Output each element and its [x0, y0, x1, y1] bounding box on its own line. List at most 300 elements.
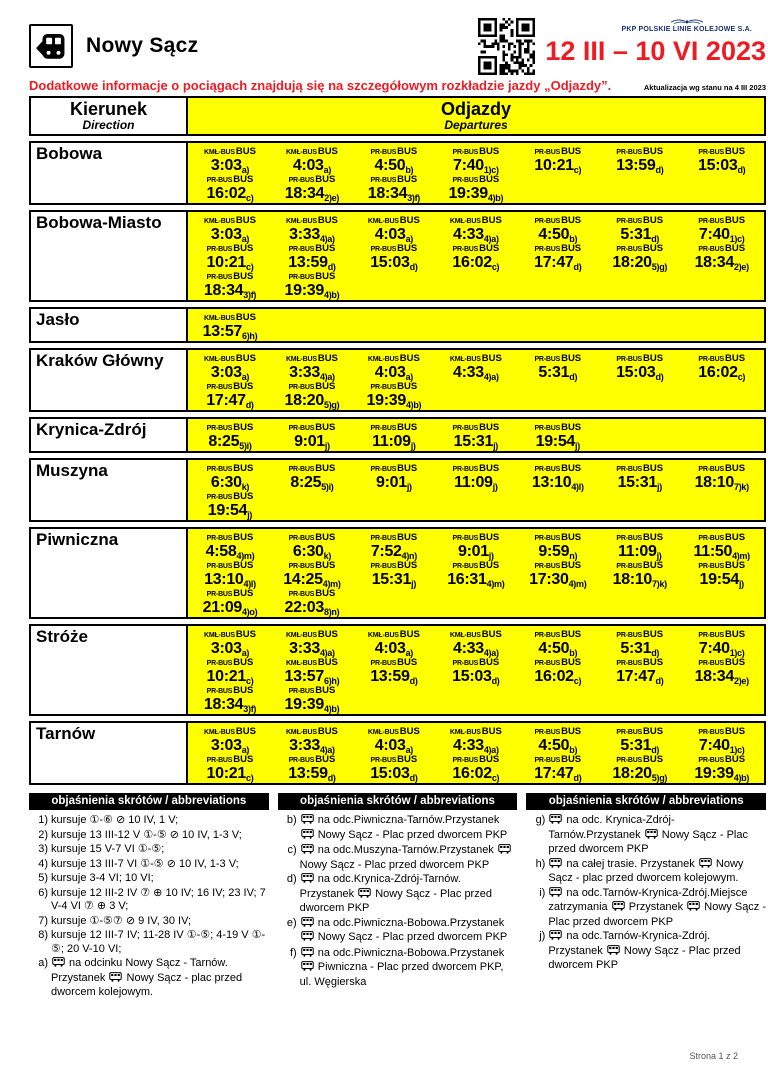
departure-entry	[271, 655, 353, 686]
footnote-ref: d)	[737, 165, 746, 175]
carrier-line	[353, 380, 435, 392]
carrier-line	[435, 753, 517, 765]
departure-time: 18:343)f)	[367, 185, 420, 203]
footnote-ref: j)	[406, 482, 412, 492]
carrier-line	[599, 753, 681, 765]
carrier-line	[353, 753, 435, 765]
carrier-label: KMŁ-BUS	[285, 729, 317, 736]
bus-tag: BUS	[481, 353, 502, 364]
carrier-label: PR-BUS	[698, 218, 724, 225]
departure-time: 9:01j)	[457, 543, 494, 561]
carrier-line	[353, 214, 435, 226]
legend-item-text: kursuje 15 V-7 VI ①-⑤;	[51, 843, 165, 855]
departure-entry	[353, 627, 435, 658]
departure-entry	[599, 351, 681, 382]
departure-time: 7:524)n)	[370, 543, 417, 561]
legend-header: objaśnienia skrótów / abbreviations	[278, 793, 518, 810]
footnote-ref: j)	[575, 441, 580, 451]
departure-entry	[271, 627, 353, 658]
footnote-ref: 4)b)	[405, 400, 422, 410]
legend-item-text: na odc.Piwniczna-Tarnów.Przystanek Nowy Sącz - Plac przed dworcem PKP	[300, 814, 518, 843]
departure-entry	[681, 724, 763, 755]
footnote-ref: 3)f)	[407, 193, 420, 203]
carrier-label: PR-BUS	[370, 757, 397, 764]
footnote-ref: a)	[323, 165, 332, 175]
departure-time: 5:31d)	[538, 364, 578, 382]
legend-item-label: j)	[539, 930, 546, 942]
departure-time: 5:31d)	[620, 640, 660, 658]
legend-item-text: na odc.Krynica-Zdrój-Tarnów. Przystanek Nowy Sącz - Plac przed dworcem PKP	[299, 873, 492, 914]
footnote-ref: d)	[245, 400, 254, 410]
departure-time: 15:31j)	[453, 433, 498, 451]
bus-tag: BUS	[643, 146, 664, 157]
carrier-line	[435, 725, 517, 737]
legend-items	[526, 810, 766, 973]
station-block	[29, 24, 198, 68]
legend-item-label: d)	[286, 873, 297, 885]
carrier-line	[681, 656, 763, 668]
bus-tag: BUS	[235, 629, 256, 640]
departure-entry	[189, 627, 271, 658]
carrier-line	[271, 462, 353, 474]
carrier-label: PR-BUS	[452, 563, 479, 570]
departure-time: 3:03a)	[210, 226, 250, 244]
departure-entry	[517, 655, 599, 686]
carrier-label: PR-BUS	[698, 246, 724, 253]
kierunek-label: Kierunek	[69, 99, 148, 119]
table-row	[29, 624, 766, 716]
footnote-ref: a)	[241, 234, 250, 244]
carrier-label: KMŁ-BUS	[285, 632, 317, 639]
footnote-ref: 5)i)	[239, 441, 252, 451]
departure-time: 4:03a)	[374, 737, 413, 755]
bus-tag: BUS	[233, 271, 254, 282]
departure-entry	[435, 172, 517, 203]
departure-time: 4:334)a)	[453, 226, 499, 244]
footnote-ref: c)	[245, 193, 254, 203]
carrier-line	[271, 145, 353, 157]
bus-icon	[301, 947, 314, 962]
footnote-ref: a)	[405, 745, 413, 755]
departure-time: 17:47d)	[534, 765, 582, 783]
bus-tag: BUS	[317, 215, 338, 226]
departure-time: 16:02c)	[698, 364, 746, 382]
departure-time: 3:334)a)	[289, 226, 335, 244]
footnote-ref: d)	[655, 676, 664, 686]
footnote-ref: j)	[656, 551, 662, 561]
footnote-ref: a)	[405, 648, 413, 658]
legend-item-label: 1)	[38, 814, 48, 826]
carrier-line	[435, 656, 517, 668]
footnote-ref: a)	[241, 165, 250, 175]
departure-entry	[189, 586, 271, 617]
footnote-ref: b)	[569, 648, 578, 658]
departure-time: 15:31j)	[371, 571, 417, 589]
legend-item	[528, 887, 766, 930]
departure-time: 16:02c)	[206, 185, 254, 203]
direction-name: Bobowa	[31, 143, 188, 203]
carrier-line	[435, 145, 517, 157]
bus-tag: BUS	[315, 754, 336, 765]
carrier-line	[599, 352, 681, 364]
bus-tag: BUS	[397, 532, 418, 543]
departure-entry	[353, 172, 435, 203]
odjazdy-label: Odjazdy	[440, 99, 511, 119]
carrier-line	[599, 242, 681, 254]
carrier-line	[189, 753, 271, 765]
legend-item	[31, 957, 269, 1000]
carrier-line	[271, 753, 353, 765]
departure-entry	[271, 420, 353, 451]
departure-time: 17:47d)	[206, 392, 254, 410]
notice-text: Dodatkowe informacje o pociągach znajdują się na szczegółowym rozkładzie jazdy „Odjazdy”.	[29, 78, 612, 93]
footnote-ref: d)	[327, 262, 336, 272]
departure-entry	[353, 241, 435, 272]
carrier-label: PR-BUS	[206, 425, 233, 432]
footnote-ref: j)	[411, 579, 417, 589]
departure-entry	[353, 144, 435, 175]
bus-tag: BUS	[724, 243, 746, 254]
bus-icon	[301, 917, 314, 932]
departure-entry	[271, 724, 353, 755]
carrier-label: PR-BUS	[616, 535, 643, 542]
departure-time: 15:03d)	[452, 668, 500, 686]
bus-tag: BUS	[479, 243, 500, 254]
carrier-label: KMŁ-BUS	[367, 632, 399, 639]
legend-item-label: 8)	[38, 929, 48, 941]
bus-tag: BUS	[399, 215, 420, 226]
departure-entry	[189, 379, 271, 410]
carrier-label: PR-BUS	[534, 149, 561, 156]
footnote-ref: 4)m)	[322, 579, 341, 589]
bus-tag: BUS	[643, 754, 664, 765]
bus-tag: BUS	[724, 657, 746, 668]
legend-item-text: kursuje 13 III-12 V ①-⑤ ⊘ 10 IV, 1-3 V;	[51, 828, 242, 841]
bus-tag: BUS	[724, 560, 746, 571]
departure-time: 15:03d)	[370, 254, 418, 272]
carrier-line	[681, 462, 763, 474]
departure-time: 9:59n)	[538, 543, 578, 561]
departure-time: 17:47d)	[534, 254, 582, 272]
bus-icon	[52, 957, 65, 972]
carrier-line	[353, 531, 435, 543]
departure-entry	[517, 241, 599, 272]
carrier-label: PR-BUS	[616, 729, 643, 736]
operator-name: PKP POLSKIE LINIE KOLEJOWE S.A.	[621, 26, 752, 33]
departure-time: 16:314)m)	[447, 571, 505, 589]
table-row	[29, 141, 766, 205]
carrier-line	[599, 145, 681, 157]
departure-time: 7:401)c)	[698, 640, 745, 658]
legend-item	[31, 887, 269, 914]
footnote-ref: k)	[241, 482, 250, 492]
departure-time: 18:342)e)	[694, 668, 749, 686]
bus-tag: BUS	[561, 146, 582, 157]
carrier-line	[435, 173, 517, 185]
carrier-label: PR-BUS	[206, 274, 233, 281]
legend	[29, 793, 766, 1001]
departure-entry	[599, 724, 681, 755]
carrier-label: PR-BUS	[288, 246, 315, 253]
departures-cell	[188, 143, 764, 203]
footnote-ref: d)	[409, 773, 418, 783]
departure-entry	[517, 558, 599, 589]
carrier-label: KMŁ-BUS	[449, 218, 481, 225]
departure-entry	[271, 269, 353, 300]
legend-item-text: na odcinku Nowy Sącz - Tarnów. Przystanek Nowy Sącz - plac przed dworcem kolejowym.	[51, 957, 243, 998]
carrier-line	[189, 214, 271, 226]
footnote-ref: d)	[651, 745, 660, 755]
departure-entry	[435, 420, 517, 451]
legend-item-text: na odc.Tarnów-Krynica-Zdrój.Miejsce zatrzymania Przystanek Nowy Sącz - Plac przed dworcem PKP	[548, 886, 767, 928]
carrier-line	[353, 462, 435, 474]
departure-time: 11:09j)	[372, 433, 416, 451]
carrier-label: PR-BUS	[616, 466, 643, 473]
carrier-line	[353, 421, 435, 433]
departure-entry	[599, 530, 681, 561]
departure-entry	[271, 558, 353, 589]
footnote-ref: 4)a)	[483, 234, 499, 244]
carrier-line	[189, 270, 271, 282]
departure-entry	[271, 351, 353, 382]
footnote-ref: d)	[573, 262, 582, 272]
carrier-label: PR-BUS	[616, 246, 643, 253]
carrier-label: PR-BUS	[452, 466, 479, 473]
departure-time: 5:31d)	[620, 226, 660, 244]
departure-time: 17:47d)	[616, 668, 664, 686]
carrier-line	[435, 462, 517, 474]
departure-entry	[599, 144, 681, 175]
carrier-line	[189, 173, 271, 185]
bus-tag: BUS	[561, 353, 582, 364]
departure-time: 3:334)a)	[289, 640, 335, 658]
departure-time: 4:03a)	[374, 640, 413, 658]
bus-tag: BUS	[317, 657, 338, 668]
legend-item-label: h)	[535, 857, 546, 870]
footnote-ref: 3)f)	[243, 704, 257, 714]
departure-time: 18:107)k)	[694, 474, 749, 492]
departure-time: 9:01j)	[376, 474, 412, 492]
departure-entry	[353, 213, 435, 244]
departure-time: 22:038)n)	[284, 599, 340, 617]
bus-tag: BUS	[397, 422, 418, 433]
bus-tag: BUS	[317, 629, 338, 640]
carrier-line	[353, 559, 435, 571]
header-departures-cell	[188, 98, 764, 134]
train-icon	[29, 24, 73, 68]
bus-tag: BUS	[397, 463, 418, 474]
departure-time: 4:50b)	[374, 157, 414, 175]
bus-icon	[301, 814, 314, 829]
departures-cell	[188, 626, 764, 714]
footnote-ref: 4)m)	[732, 551, 750, 561]
carrier-line	[517, 214, 599, 226]
footnote-ref: 4)o)	[242, 607, 258, 617]
legend-items	[278, 810, 518, 989]
departure-entry	[681, 530, 763, 561]
carrier-label: PR-BUS	[534, 535, 561, 542]
footnote-ref: 4)a)	[319, 234, 335, 244]
carrier-label: PR-BUS	[370, 425, 397, 432]
carrier-line	[189, 684, 271, 696]
footnote-ref: c)	[245, 262, 254, 272]
carrier-label: KMŁ-BUS	[449, 356, 481, 363]
legend-item-text: na odc.Muszyna-Tarnów.Przystanek Nowy Sącz - Plac przed dworcem PKP	[300, 844, 518, 872]
departure-time: 13:59d)	[370, 668, 418, 686]
legend-item-label: 3)	[38, 843, 48, 855]
departure-time: 18:342)e)	[284, 185, 340, 203]
departure-entry	[189, 461, 271, 492]
legend-item-label: g)	[535, 814, 546, 826]
footnote-ref: 1)c)	[729, 234, 745, 244]
carrier-line	[189, 462, 271, 474]
carrier-label: PR-BUS	[616, 149, 643, 156]
bus-tag: BUS	[479, 422, 500, 433]
footnote-ref: c)	[245, 773, 254, 783]
legend-column	[278, 793, 518, 1001]
carrier-label: PR-BUS	[616, 660, 643, 667]
carrier-label: KMŁ-BUS	[449, 729, 481, 736]
timetable	[29, 96, 766, 785]
footnote-ref: 5)g)	[651, 262, 668, 272]
departure-entry	[435, 213, 517, 244]
bus-icon	[612, 901, 625, 916]
departure-time: 16:02c)	[452, 765, 500, 783]
carrier-line	[271, 421, 353, 433]
departure-time: 13:576)h)	[284, 668, 340, 686]
departure-entry	[435, 144, 517, 175]
bus-tag: BUS	[399, 629, 420, 640]
footnote-ref: j)	[324, 441, 330, 451]
carrier-label: PR-BUS	[698, 632, 724, 639]
carrier-label: PR-BUS	[616, 218, 643, 225]
footnote-ref: 4)b)	[323, 290, 340, 300]
footnote-ref: b)	[569, 745, 578, 755]
footnote-ref: 4)l)	[571, 482, 584, 492]
carrier-line	[517, 656, 599, 668]
carrier-label: KMŁ-BUS	[204, 315, 235, 322]
departure-entry	[189, 420, 271, 451]
footnote-ref: j)	[493, 441, 498, 451]
departures-cell	[188, 723, 764, 783]
carrier-label: PR-BUS	[206, 591, 233, 598]
departure-entry	[353, 752, 435, 783]
departure-time: 4:03a)	[374, 364, 413, 382]
station-name: Nowy Sącz	[86, 34, 199, 57]
carrier-label: PR-BUS	[698, 535, 724, 542]
bus-tag: BUS	[561, 726, 582, 737]
carrier-line	[189, 587, 271, 599]
footnote-ref: c)	[245, 676, 254, 686]
bus-tag: BUS	[643, 215, 664, 226]
carrier-label: PR-BUS	[534, 660, 561, 667]
carrier-label: KMŁ-BUS	[285, 149, 317, 156]
departure-entry	[681, 627, 763, 658]
carrier-line	[189, 352, 271, 364]
bus-tag: BUS	[481, 215, 502, 226]
bus-tag: BUS	[724, 353, 746, 364]
carrier-label: PR-BUS	[288, 757, 315, 764]
carrier-line	[435, 242, 517, 254]
carrier-line	[681, 628, 763, 640]
departures-cell	[188, 309, 764, 341]
direction-name: Tarnów	[31, 723, 188, 783]
footnote-ref: a)	[405, 372, 413, 382]
departure-entry	[517, 213, 599, 244]
departure-time: 17:304)m)	[529, 571, 587, 589]
bus-tag: BUS	[397, 174, 418, 185]
carrier-label: PR-BUS	[534, 729, 561, 736]
table-row	[29, 458, 766, 522]
departure-entry	[353, 724, 435, 755]
carrier-line	[681, 559, 763, 571]
validity-dates: 12 III – 10 VI 2023	[545, 36, 766, 66]
departure-entry	[517, 530, 599, 561]
bus-tag: BUS	[399, 353, 420, 364]
footnote-ref: 5)i)	[321, 482, 334, 492]
departure-time: 4:334)a)	[453, 737, 499, 755]
carrier-line	[435, 421, 517, 433]
bus-tag: BUS	[643, 353, 664, 364]
bus-tag: BUS	[233, 657, 254, 668]
bus-tag: BUS	[315, 588, 336, 599]
departure-time: 19:394)b)	[448, 185, 504, 203]
departure-time: 4:50b)	[538, 640, 578, 658]
bus-tag: BUS	[233, 243, 254, 254]
footnote-ref: 4)a)	[319, 745, 335, 755]
departure-time: 3:334)a)	[289, 364, 335, 382]
departure-time: 21:094)o)	[202, 599, 258, 617]
departure-time: 19:394)b)	[284, 696, 340, 714]
bus-tag: BUS	[724, 463, 746, 474]
carrier-line	[517, 462, 599, 474]
departure-entry	[599, 241, 681, 272]
carrier-line	[189, 145, 271, 157]
departure-time: 11:504)m)	[693, 543, 750, 561]
table-rows	[29, 141, 766, 785]
carrier-line	[435, 559, 517, 571]
bus-tag: BUS	[643, 629, 664, 640]
bus-tag: BUS	[315, 463, 336, 474]
departure-time: 5:31d)	[620, 737, 660, 755]
carrier-line	[353, 145, 435, 157]
carrier-label: PR-BUS	[206, 563, 233, 570]
departure-entry	[681, 752, 763, 783]
legend-item	[31, 929, 269, 956]
footnote-ref: 4)a)	[483, 372, 499, 382]
footnote-ref: c)	[573, 165, 582, 175]
legend-item-text: na odc. Krynica-Zdrój-Tarnów.Przystanek Nowy Sącz - Plac przed dworcem PKP	[548, 814, 748, 855]
departure-time: 11:09j)	[618, 543, 662, 561]
departure-entry	[517, 351, 599, 382]
bus-tag: BUS	[233, 422, 254, 433]
carrier-line	[271, 531, 353, 543]
bus-tag: BUS	[479, 174, 500, 185]
legend-item-text: kursuje 12 III-7 IV; 11-28 IV ①-⑤; 4-19 V ①-⑤; 20 V-10 VI;	[51, 929, 266, 955]
bus-tag: BUS	[397, 381, 418, 392]
bus-tag: BUS	[315, 243, 336, 254]
bus-icon	[301, 829, 314, 844]
departure-entry	[189, 269, 271, 300]
departure-entry	[517, 752, 599, 783]
bus-tag: BUS	[233, 532, 254, 543]
table-row	[29, 348, 766, 412]
bus-tag: BUS	[315, 560, 336, 571]
legend-item	[528, 858, 766, 886]
departure-entry	[271, 683, 353, 714]
departure-time: 16:02c)	[452, 254, 500, 272]
footnote-ref: d)	[491, 676, 500, 686]
